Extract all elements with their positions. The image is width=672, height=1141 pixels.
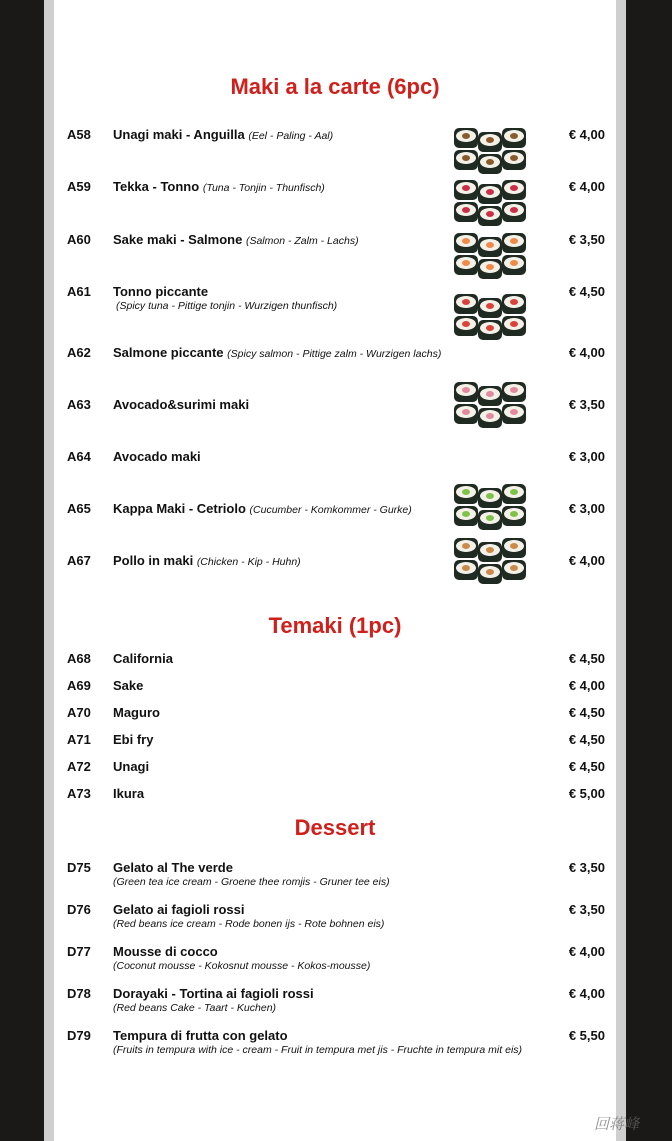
menu-item bbox=[54, 651, 616, 671]
menu-item bbox=[54, 759, 616, 779]
item-code: A67 bbox=[67, 553, 91, 568]
item-price: € 4,00 bbox=[568, 179, 605, 194]
maki-piece bbox=[454, 294, 478, 314]
item-name: Gelato ai fagioli rossi bbox=[113, 902, 245, 917]
item-translation: (Fruits in tempura with ice - cream - Fruit in tempura met jis - Fruchte in tempura mit eis) bbox=[113, 1044, 523, 1056]
maki-piece bbox=[502, 233, 526, 253]
maki-piece bbox=[502, 538, 526, 558]
item-name: Dorayaki - Tortina ai fagioli rossi bbox=[113, 986, 314, 1001]
maki-piece bbox=[478, 154, 502, 174]
item-translation: (Spicy salmon - Pittige zalm - Wurzigen lachs) bbox=[227, 348, 442, 360]
item-price: € 4,00 bbox=[568, 986, 605, 1001]
maki-piece bbox=[454, 538, 478, 558]
item-code: D79 bbox=[67, 1028, 91, 1043]
maki-piece bbox=[454, 560, 478, 580]
item-price: € 4,50 bbox=[568, 651, 605, 666]
item-code: A72 bbox=[67, 759, 91, 774]
maki-piece bbox=[502, 484, 526, 504]
item-code: D75 bbox=[67, 860, 91, 875]
item-translation: (Cucumber - Komkommer - Gurke) bbox=[249, 504, 412, 516]
item-translation: (Green tea ice cream - Groene thee romjis - Gruner tee eis) bbox=[113, 876, 390, 888]
maki-piece bbox=[478, 320, 502, 340]
maki-piece bbox=[454, 150, 478, 170]
maki-piece bbox=[478, 237, 502, 257]
maki-photo bbox=[448, 480, 534, 530]
maki-piece bbox=[454, 233, 478, 253]
item-name: Avocado&surimi maki bbox=[113, 397, 250, 412]
maki-piece bbox=[502, 404, 526, 424]
menu-item bbox=[54, 902, 616, 936]
item-name: Unagi maki - Anguilla (Eel - Paling - Aal) bbox=[113, 127, 334, 142]
item-name: Maguro bbox=[113, 705, 160, 720]
item-price: € 4,50 bbox=[568, 705, 605, 720]
maki-piece bbox=[454, 484, 478, 504]
section-title-maki: Maki a la carte (6pc) bbox=[230, 74, 440, 99]
right-dark-border bbox=[626, 0, 672, 1141]
item-translation: (Salmon - Zalm - Lachs) bbox=[245, 235, 359, 247]
item-name: Mousse di cocco bbox=[113, 944, 218, 959]
item-price: € 4,00 bbox=[568, 127, 605, 142]
item-code: A60 bbox=[67, 232, 91, 247]
maki-photo bbox=[448, 229, 534, 279]
item-code: A63 bbox=[67, 397, 91, 412]
maki-piece bbox=[502, 202, 526, 222]
maki-piece bbox=[478, 206, 502, 226]
menu-item bbox=[54, 786, 616, 806]
item-translation: (Coconut mousse - Kokosnut mousse - Kokos-mousse) bbox=[113, 960, 371, 972]
item-code: A73 bbox=[67, 786, 91, 801]
item-code: A58 bbox=[67, 127, 91, 142]
item-name: Ikura bbox=[113, 786, 145, 801]
maki-piece bbox=[454, 316, 478, 336]
maki-piece bbox=[478, 488, 502, 508]
maki-piece bbox=[502, 128, 526, 148]
menu-item bbox=[54, 705, 616, 725]
item-price: € 3,00 bbox=[568, 501, 605, 516]
maki-piece bbox=[478, 184, 502, 204]
item-code: D78 bbox=[67, 986, 91, 1001]
maki-piece bbox=[502, 180, 526, 200]
maki-photo bbox=[448, 290, 534, 340]
menu-item bbox=[54, 944, 616, 978]
item-translation: (Tuna - Tonjin - Thunfisch) bbox=[202, 182, 325, 194]
maki-piece bbox=[502, 316, 526, 336]
item-name: Salmone piccante (Spicy salmon - Pittige zalm - Wurzigen lachs) bbox=[113, 345, 442, 360]
maki-piece bbox=[478, 542, 502, 562]
item-price: € 4,50 bbox=[568, 284, 605, 299]
item-name: Unagi bbox=[113, 759, 150, 774]
maki-photo bbox=[448, 124, 534, 174]
item-name: Tempura di frutta con gelato bbox=[113, 1028, 288, 1043]
right-grey-frame bbox=[616, 0, 626, 1141]
item-code: A71 bbox=[67, 732, 91, 747]
watermark: 回蒋峰 bbox=[594, 1116, 640, 1133]
item-code: A69 bbox=[67, 678, 91, 693]
menu-item bbox=[54, 986, 616, 1020]
item-name: Avocado maki bbox=[113, 449, 201, 464]
item-translation: (Red beans ice cream - Rode bonen ijs - Rote bohnen eis) bbox=[113, 918, 385, 930]
item-price: € 3,50 bbox=[568, 902, 605, 917]
item-code: A65 bbox=[67, 501, 91, 516]
menu-item bbox=[54, 1028, 616, 1062]
maki-piece bbox=[502, 506, 526, 526]
item-price: € 3,50 bbox=[568, 397, 605, 412]
menu-item bbox=[54, 860, 616, 894]
item-code: A70 bbox=[67, 705, 91, 720]
item-price: € 4,00 bbox=[568, 944, 605, 959]
item-name: Sake bbox=[113, 678, 144, 693]
item-name: Pollo in maki (Chicken - Kip - Huhn) bbox=[113, 553, 301, 568]
item-price: € 4,50 bbox=[568, 732, 605, 747]
maki-piece bbox=[454, 404, 478, 424]
item-translation: (Red beans Cake - Taart - Kuchen) bbox=[113, 1002, 277, 1014]
item-price: € 4,00 bbox=[568, 345, 605, 360]
item-price: € 4,00 bbox=[568, 553, 605, 568]
item-code: D77 bbox=[67, 944, 91, 959]
maki-piece bbox=[502, 294, 526, 314]
maki-piece bbox=[502, 560, 526, 580]
maki-piece bbox=[478, 408, 502, 428]
item-translation: (Chicken - Kip - Huhn) bbox=[196, 556, 301, 568]
item-name: Tonno piccante bbox=[113, 284, 209, 299]
item-price: € 4,00 bbox=[568, 678, 605, 693]
menu-page bbox=[54, 0, 616, 1141]
item-translation: (Eel - Paling - Aal) bbox=[248, 130, 334, 142]
maki-photo bbox=[448, 534, 534, 584]
maki-piece bbox=[502, 150, 526, 170]
item-price: € 5,50 bbox=[568, 1028, 605, 1043]
item-name: Ebi fry bbox=[113, 732, 154, 747]
left-dark-border bbox=[0, 0, 44, 1141]
maki-piece bbox=[502, 255, 526, 275]
menu-item bbox=[54, 678, 616, 698]
item-name: Kappa Maki - Cetriolo (Cucumber - Komkommer - Gurke) bbox=[113, 501, 412, 516]
left-grey-frame bbox=[44, 0, 54, 1141]
item-price: € 4,50 bbox=[568, 759, 605, 774]
maki-piece bbox=[454, 202, 478, 222]
maki-piece bbox=[478, 510, 502, 530]
item-translation: (Spicy tuna - Pittige tonjin - Wurzigen thunfisch) bbox=[116, 300, 338, 312]
maki-piece bbox=[478, 386, 502, 406]
item-code: D76 bbox=[67, 902, 91, 917]
maki-piece bbox=[478, 298, 502, 318]
section-title-temaki: Temaki (1pc) bbox=[268, 613, 402, 638]
maki-piece bbox=[454, 382, 478, 402]
item-name: Sake maki - Salmone (Salmon - Zalm - Lachs) bbox=[113, 232, 359, 247]
item-name: California bbox=[113, 651, 173, 666]
item-price: € 5,00 bbox=[568, 786, 605, 801]
maki-piece bbox=[478, 132, 502, 152]
maki-piece bbox=[454, 180, 478, 200]
maki-piece bbox=[478, 259, 502, 279]
maki-photo bbox=[448, 378, 534, 428]
item-name: Gelato al The verde bbox=[113, 860, 233, 875]
maki-piece bbox=[502, 382, 526, 402]
item-code: A68 bbox=[67, 651, 91, 666]
item-code: A64 bbox=[67, 449, 91, 464]
item-name: Tekka - Tonno (Tuna - Tonjin - Thunfisch) bbox=[113, 179, 325, 194]
item-code: A59 bbox=[67, 179, 91, 194]
maki-piece bbox=[454, 255, 478, 275]
item-code: A61 bbox=[67, 284, 91, 299]
maki-piece bbox=[478, 564, 502, 584]
menu-item bbox=[54, 345, 616, 365]
maki-piece bbox=[454, 128, 478, 148]
section-title-dessert: Dessert bbox=[294, 815, 376, 840]
item-code: A62 bbox=[67, 345, 91, 360]
maki-photo bbox=[448, 176, 534, 226]
item-price: € 3,50 bbox=[568, 232, 605, 247]
item-price: € 3,50 bbox=[568, 860, 605, 875]
menu-item bbox=[54, 449, 616, 469]
maki-piece bbox=[454, 506, 478, 526]
item-price: € 3,00 bbox=[568, 449, 605, 464]
menu-item bbox=[54, 732, 616, 752]
